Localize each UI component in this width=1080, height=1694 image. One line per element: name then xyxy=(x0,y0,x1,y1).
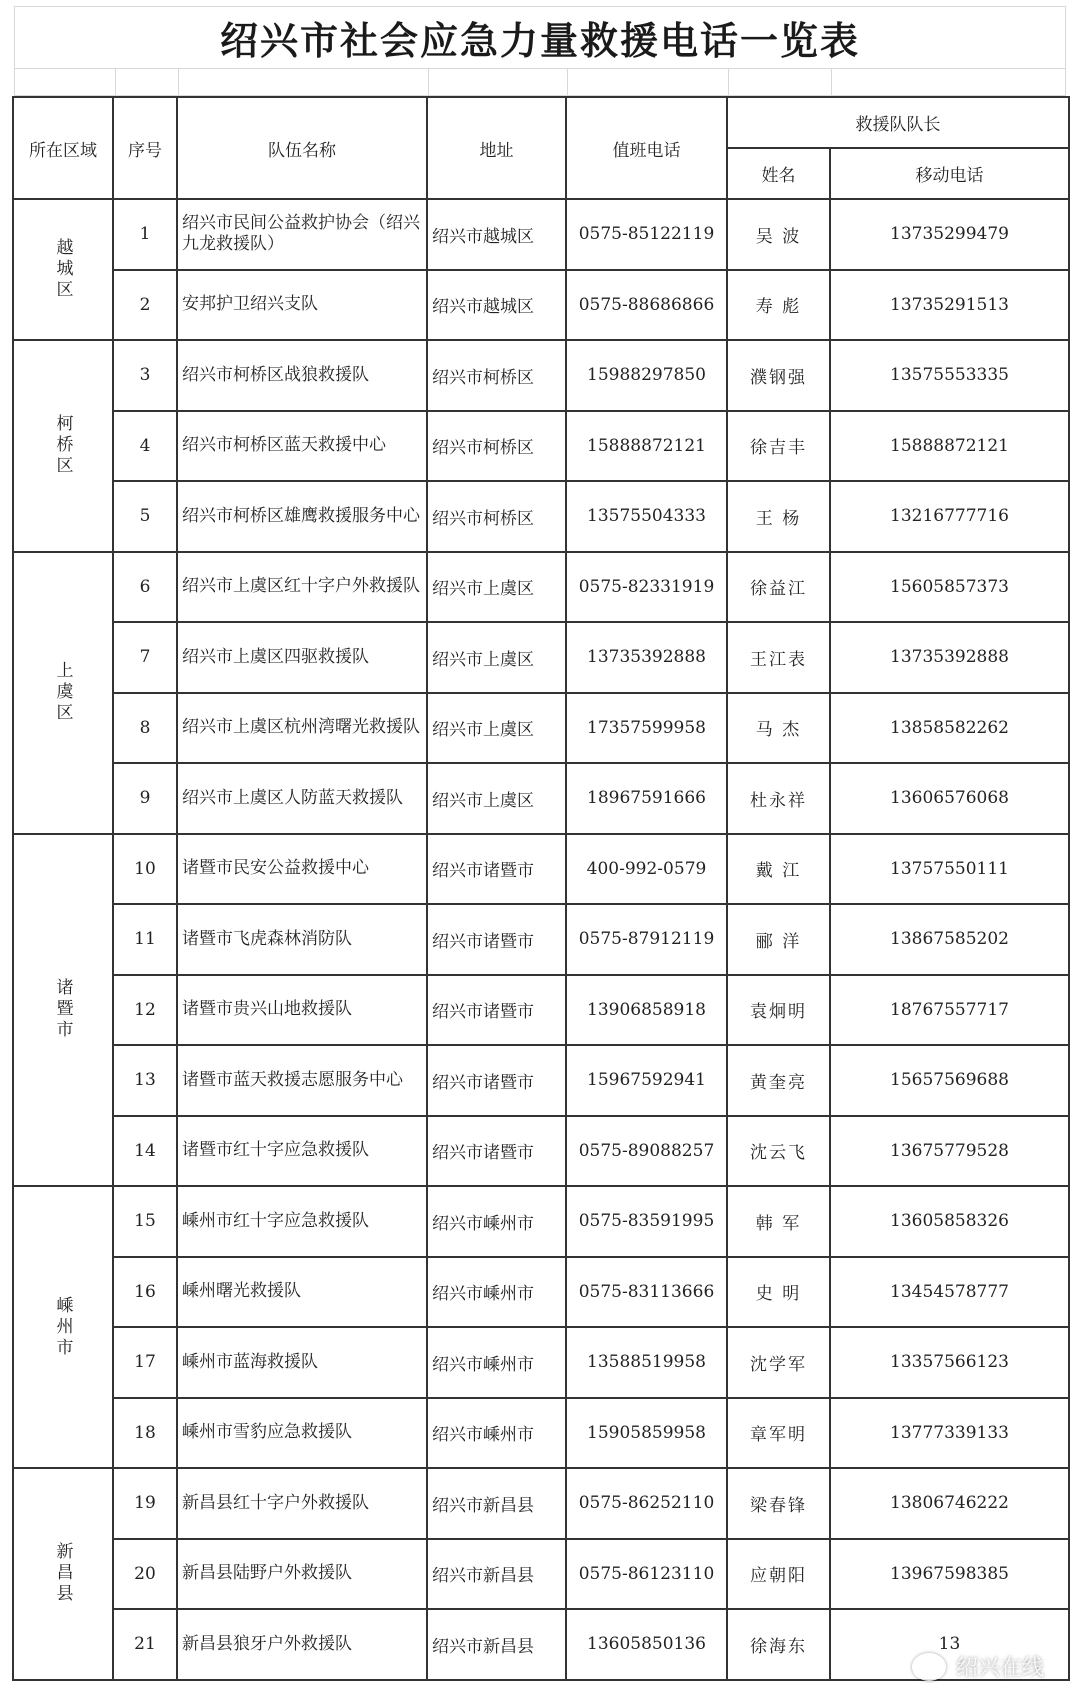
region-cell: 诸暨市 xyxy=(13,834,113,1187)
duty-phone-cell: 15988297850 xyxy=(566,340,727,411)
seq-cell: 5 xyxy=(113,481,177,552)
header-leader-name: 姓名 xyxy=(727,148,830,199)
header-address: 地址 xyxy=(427,97,566,199)
seq-cell: 4 xyxy=(113,411,177,482)
seq-cell: 12 xyxy=(113,975,177,1046)
mobile-cell: 13675779528 xyxy=(830,1116,1069,1187)
address-cell: 绍兴市嵊州市 xyxy=(427,1327,566,1398)
table-row xyxy=(13,1398,1069,1469)
team-cell: 诸暨市飞虎森林消防队 xyxy=(177,904,427,975)
table-row xyxy=(13,763,1069,834)
watermark-text: 绍兴在线 xyxy=(955,1656,1044,1681)
seq-cell: 2 xyxy=(113,270,177,341)
address-cell: 绍兴市上虞区 xyxy=(427,622,566,693)
duty-phone-cell: 0575-89088257 xyxy=(566,1116,727,1187)
leader-name-cell: 王 杨 xyxy=(727,481,830,552)
duty-phone-cell: 0575-87912119 xyxy=(566,904,727,975)
leader-name-cell: 应朝阳 xyxy=(727,1539,830,1610)
leader-name-cell: 郦 洋 xyxy=(727,904,830,975)
leader-name-cell: 濮钢强 xyxy=(727,340,830,411)
address-cell: 绍兴市嵊州市 xyxy=(427,1398,566,1469)
duty-phone-cell: 0575-86123110 xyxy=(566,1539,727,1610)
leader-name-cell: 寿 彪 xyxy=(727,270,830,341)
region-cell: 越城区 xyxy=(13,199,113,340)
region-cell: 柯桥区 xyxy=(13,340,113,552)
leader-name-cell: 杜永祥 xyxy=(727,763,830,834)
address-cell: 绍兴市上虞区 xyxy=(427,763,566,834)
duty-phone-cell: 0575-82331919 xyxy=(566,552,727,623)
team-cell: 绍兴市上虞区红十字户外救援队 xyxy=(177,552,427,623)
seq-cell: 16 xyxy=(113,1257,177,1328)
mobile-cell: 18767557717 xyxy=(830,975,1069,1046)
mobile-cell: 13605858326 xyxy=(830,1186,1069,1257)
table-row xyxy=(13,1257,1069,1328)
seq-cell: 3 xyxy=(113,340,177,411)
seq-cell: 8 xyxy=(113,693,177,764)
address-cell: 绍兴市诸暨市 xyxy=(427,904,566,975)
header-leader: 救援队队长 xyxy=(727,97,1069,148)
duty-phone-cell: 0575-86252110 xyxy=(566,1468,727,1539)
seq-cell: 9 xyxy=(113,763,177,834)
team-cell: 绍兴市柯桥区战狼救援队 xyxy=(177,340,427,411)
team-cell: 新昌县狼牙户外救援队 xyxy=(177,1609,427,1680)
table-row xyxy=(13,411,1069,482)
header-seq: 序号 xyxy=(113,97,177,199)
mobile-cell: 13777339133 xyxy=(830,1398,1069,1469)
table-row xyxy=(13,904,1069,975)
table-row xyxy=(13,1539,1069,1610)
header-leader-mobile: 移动电话 xyxy=(830,148,1069,199)
mobile-cell: 15657569688 xyxy=(830,1045,1069,1116)
mobile-cell: 13216777716 xyxy=(830,481,1069,552)
seq-cell: 21 xyxy=(113,1609,177,1680)
team-cell: 嵊州市红十字应急救援队 xyxy=(177,1186,427,1257)
blank-header-row xyxy=(14,68,1066,96)
duty-phone-cell: 13735392888 xyxy=(566,622,727,693)
leader-name-cell: 吴 波 xyxy=(727,199,830,270)
mobile-cell: 13606576068 xyxy=(830,763,1069,834)
team-cell: 嵊州市雪豹应急救援队 xyxy=(177,1398,427,1469)
address-cell: 绍兴市越城区 xyxy=(427,270,566,341)
table-row xyxy=(13,270,1069,341)
mobile-cell: 13967598385 xyxy=(830,1539,1069,1610)
table-row xyxy=(13,552,1069,623)
mobile-cell: 13575553335 xyxy=(830,340,1069,411)
table-row xyxy=(13,1327,1069,1398)
duty-phone-cell: 18967591666 xyxy=(566,763,727,834)
leader-name-cell: 韩 军 xyxy=(727,1186,830,1257)
team-cell: 安邦护卫绍兴支队 xyxy=(177,270,427,341)
team-cell: 嵊州曙光救援队 xyxy=(177,1257,427,1328)
table-row xyxy=(13,481,1069,552)
wechat-logo-icon xyxy=(912,1653,946,1681)
duty-phone-cell: 400-992-0579 xyxy=(566,834,727,905)
duty-phone-cell: 15967592941 xyxy=(566,1045,727,1116)
address-cell: 绍兴市柯桥区 xyxy=(427,411,566,482)
address-cell: 绍兴市诸暨市 xyxy=(427,1045,566,1116)
team-cell: 绍兴市柯桥区蓝天救援中心 xyxy=(177,411,427,482)
duty-phone-cell: 13588519958 xyxy=(566,1327,727,1398)
table-row xyxy=(13,693,1069,764)
seq-cell: 17 xyxy=(113,1327,177,1398)
team-cell: 绍兴市上虞区四驱救援队 xyxy=(177,622,427,693)
team-cell: 绍兴市上虞区人防蓝天救援队 xyxy=(177,763,427,834)
duty-phone-cell: 0575-83591995 xyxy=(566,1186,727,1257)
address-cell: 绍兴市嵊州市 xyxy=(427,1257,566,1328)
seq-cell: 19 xyxy=(113,1468,177,1539)
team-cell: 诸暨市贵兴山地救援队 xyxy=(177,975,427,1046)
address-cell: 绍兴市新昌县 xyxy=(427,1539,566,1610)
address-cell: 绍兴市诸暨市 xyxy=(427,834,566,905)
leader-name-cell: 徐海东 xyxy=(727,1609,830,1680)
duty-phone-cell: 0575-83113666 xyxy=(566,1257,727,1328)
seq-cell: 7 xyxy=(113,622,177,693)
leader-name-cell: 沈学军 xyxy=(727,1327,830,1398)
mobile-cell: 13867585202 xyxy=(830,904,1069,975)
table-row xyxy=(13,1468,1069,1539)
seq-cell: 10 xyxy=(113,834,177,905)
page-title: 绍兴市社会应急力量救援电话一览表 xyxy=(14,6,1066,68)
leader-name-cell: 袁炯明 xyxy=(727,975,830,1046)
address-cell: 绍兴市柯桥区 xyxy=(427,481,566,552)
leader-name-cell: 徐益江 xyxy=(727,552,830,623)
seq-cell: 18 xyxy=(113,1398,177,1469)
mobile-cell: 13735291513 xyxy=(830,270,1069,341)
leader-name-cell: 马 杰 xyxy=(727,693,830,764)
table-body xyxy=(13,199,1069,1680)
watermark xyxy=(912,1651,1044,1682)
mobile-cell: 13858582262 xyxy=(830,693,1069,764)
address-cell: 绍兴市诸暨市 xyxy=(427,975,566,1046)
leader-name-cell: 梁春锋 xyxy=(727,1468,830,1539)
leader-name-cell: 戴 江 xyxy=(727,834,830,905)
header-duty-phone: 值班电话 xyxy=(566,97,727,199)
mobile-cell: 13357566123 xyxy=(830,1327,1069,1398)
address-cell: 绍兴市新昌县 xyxy=(427,1468,566,1539)
seq-cell: 14 xyxy=(113,1116,177,1187)
mobile-cell: 15888872121 xyxy=(830,411,1069,482)
region-cell: 新昌县 xyxy=(13,1468,113,1680)
duty-phone-cell: 0575-85122119 xyxy=(566,199,727,270)
mobile-cell: 15605857373 xyxy=(830,552,1069,623)
address-cell: 绍兴市诸暨市 xyxy=(427,1116,566,1187)
address-cell: 绍兴市上虞区 xyxy=(427,693,566,764)
team-cell: 新昌县红十字户外救援队 xyxy=(177,1468,427,1539)
seq-cell: 15 xyxy=(113,1186,177,1257)
mobile-cell: 13735299479 xyxy=(830,199,1069,270)
team-cell: 诸暨市红十字应急救援队 xyxy=(177,1116,427,1187)
seq-cell: 6 xyxy=(113,552,177,623)
mobile-cell: 13757550111 xyxy=(830,834,1069,905)
duty-phone-cell: 13605850136 xyxy=(566,1609,727,1680)
team-cell: 绍兴市柯桥区雄鹰救援服务中心 xyxy=(177,481,427,552)
seq-cell: 1 xyxy=(113,199,177,270)
team-cell: 诸暨市蓝天救援志愿服务中心 xyxy=(177,1045,427,1116)
team-cell: 诸暨市民安公益救援中心 xyxy=(177,834,427,905)
address-cell: 绍兴市新昌县 xyxy=(427,1609,566,1680)
seq-cell: 13 xyxy=(113,1045,177,1116)
leader-name-cell: 章军明 xyxy=(727,1398,830,1469)
seq-cell: 11 xyxy=(113,904,177,975)
duty-phone-cell: 17357599958 xyxy=(566,693,727,764)
region-cell: 嵊州市 xyxy=(13,1186,113,1468)
mobile-cell: 13806746222 xyxy=(830,1468,1069,1539)
table-row xyxy=(13,975,1069,1046)
duty-phone-cell: 0575-88686866 xyxy=(566,270,727,341)
address-cell: 绍兴市上虞区 xyxy=(427,552,566,623)
team-cell: 嵊州市蓝海救援队 xyxy=(177,1327,427,1398)
address-cell: 绍兴市柯桥区 xyxy=(427,340,566,411)
leader-name-cell: 王江表 xyxy=(727,622,830,693)
leader-name-cell: 黄奎亮 xyxy=(727,1045,830,1116)
rescue-phone-table xyxy=(12,96,1070,1681)
duty-phone-cell: 15905859958 xyxy=(566,1398,727,1469)
leader-name-cell: 史 明 xyxy=(727,1257,830,1328)
team-cell: 绍兴市民间公益救护协会（绍兴九龙救援队） xyxy=(177,199,427,270)
mobile-cell: 13 xyxy=(830,1609,1069,1680)
duty-phone-cell: 15888872121 xyxy=(566,411,727,482)
mobile-cell: 13454578777 xyxy=(830,1257,1069,1328)
team-cell: 绍兴市上虞区杭州湾曙光救援队 xyxy=(177,693,427,764)
leader-name-cell: 徐吉丰 xyxy=(727,411,830,482)
duty-phone-cell: 13575504333 xyxy=(566,481,727,552)
table-row xyxy=(13,622,1069,693)
address-cell: 绍兴市嵊州市 xyxy=(427,1186,566,1257)
header-team: 队伍名称 xyxy=(177,97,427,199)
table-row xyxy=(13,1609,1069,1680)
table-row xyxy=(13,1186,1069,1257)
leader-name-cell: 沈云飞 xyxy=(727,1116,830,1187)
table-row xyxy=(13,199,1069,270)
team-cell: 新昌县陆野户外救援队 xyxy=(177,1539,427,1610)
table-row xyxy=(13,340,1069,411)
duty-phone-cell: 13906858918 xyxy=(566,975,727,1046)
address-cell: 绍兴市越城区 xyxy=(427,199,566,270)
header-region: 所在区域 xyxy=(13,97,113,199)
table-row xyxy=(13,1045,1069,1116)
table-row xyxy=(13,834,1069,905)
seq-cell: 20 xyxy=(113,1539,177,1610)
region-cell: 上虞区 xyxy=(13,552,113,834)
table-row xyxy=(13,1116,1069,1187)
mobile-cell: 13735392888 xyxy=(830,622,1069,693)
